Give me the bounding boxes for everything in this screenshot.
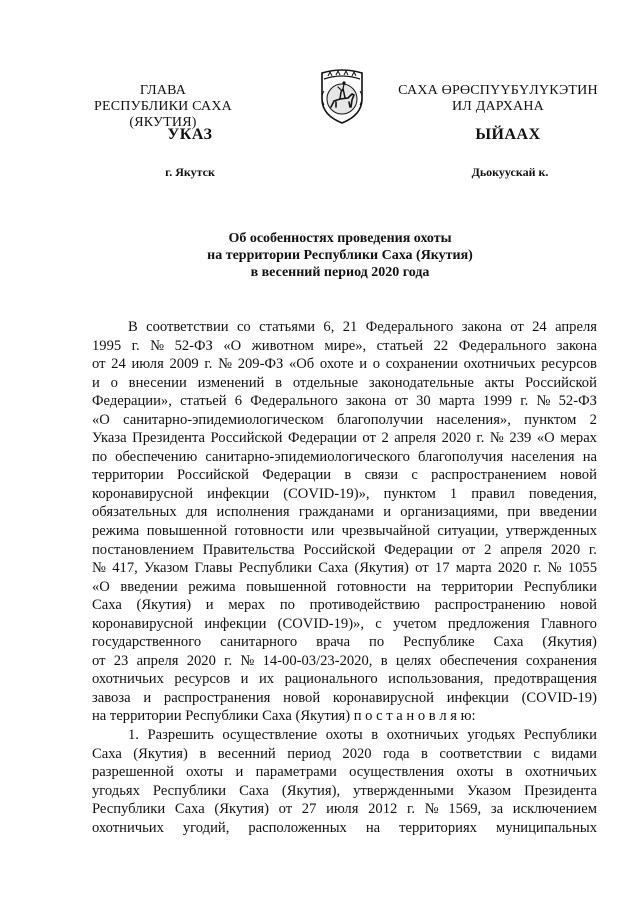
title-line: на территории Республики Саха (Якутия) bbox=[207, 248, 473, 263]
header-left-line-1: ГЛАВА bbox=[139, 83, 187, 98]
decree-body bbox=[92, 318, 597, 837]
body-line: «О санитарно-эпидемиологическом благополучии населения», пунктом 2 bbox=[92, 411, 597, 428]
body-line: 1. Разрешить осуществление охоты в охотничьих угодьях Республики bbox=[128, 727, 597, 744]
doc-type-yakut: ЫЙААХ bbox=[475, 126, 541, 143]
body-line: Федерации», статьей 6 Федерального закона от 30 марта 1999 г. № 52-ФЗ bbox=[92, 393, 597, 410]
body-line: угодьях Республики Саха (Якутия), утвержденными Указом Президента bbox=[92, 782, 597, 799]
body-line: Саха (Якутия) и мерах по противодействию распространению новой bbox=[92, 597, 597, 614]
body-line: Саха (Якутия) в весенний период 2020 года в соответствии с видами bbox=[92, 745, 597, 762]
doc-type-russian: УКАЗ bbox=[167, 126, 213, 143]
body-line: «О введении режима повышенной готовности на территории Республики bbox=[92, 578, 597, 595]
body-line: Указа Президента Российской Федерации от 2 апреля 2020 г. № 239 «О мерах bbox=[92, 430, 597, 447]
body-line: от 23 апреля 2020 г. № 14-00-03/23-2020, в целях обеспечения сохранения bbox=[92, 652, 597, 669]
decree-title bbox=[160, 230, 520, 281]
body-line: охотничьих ресурсов и их рационального использования, предотвращения bbox=[92, 671, 597, 688]
body-line: режима повышенной готовности или чрезвычайной ситуации, утвержденных bbox=[92, 523, 597, 540]
header-left bbox=[78, 83, 248, 131]
header-right-line-1: САХА ӨРӨСПҮҮБҮЛҮКЭТИН bbox=[398, 83, 598, 98]
body-line: государственного санитарного врача по Республике Саха (Якутия) bbox=[92, 634, 597, 651]
body-line: и о внесении изменений в отдельные законодательные акты Российской bbox=[92, 374, 597, 391]
header-right-line-2: ИЛ ДАРХАНА bbox=[451, 99, 544, 114]
body-line: охотничьих угодий, расположенных на территориях муниципальных bbox=[92, 819, 597, 836]
body-line: обязательных для исполнения гражданами и организациями, при введении bbox=[92, 504, 597, 521]
body-line: Республики Саха (Якутия) от 27 июля 2012 г. № 1569, за исключением bbox=[92, 801, 597, 818]
header-right bbox=[392, 83, 604, 115]
body-line: разрешенной охоты и параметрами осуществления охоты в охотничьих bbox=[92, 764, 597, 781]
body-line: коронавирусной инфекции (COVID-19)», с учетом предложения Главного bbox=[92, 615, 597, 632]
body-line: В соответствии со статьями 6, 21 Федерального закона от 24 апреля bbox=[128, 319, 597, 335]
body-line: постановлением Правительства Российской Федерации от 2 апреля 2020 г. bbox=[92, 541, 597, 558]
body-line: коронавирусной инфекции (COVID-19)», пунктом 1 правил поведения, bbox=[92, 485, 597, 502]
coat-of-arms-sakha-icon bbox=[314, 67, 370, 125]
body-line: по обеспечению санитарно-эпидемиологического благополучия населения на bbox=[92, 448, 597, 465]
city-yakut: Дьокуускай к. bbox=[471, 165, 549, 179]
header-left-line-2: РЕСПУБЛИКИ САХА (ЯКУТИЯ) bbox=[94, 99, 232, 130]
body-line: от 24 июля 2009 г. № 209-ФЗ «Об охоте и о сохранении охотничьих ресурсов bbox=[92, 356, 597, 373]
title-line: в весенний период 2020 года bbox=[250, 265, 430, 280]
city-russian: г. Якутск bbox=[165, 165, 215, 179]
body-line: № 417, Указом Главы Республики Саха (Якутия) от 17 марта 2020 г. № 1055 bbox=[92, 560, 597, 577]
body-line: территории Российской Федерации в связи с распространением новой bbox=[92, 467, 597, 484]
body-line: 1995 г. № 52-ФЗ «О животном мире», статьей 22 Федерального закона bbox=[92, 337, 597, 354]
title-line: Об особенностях проведения охоты bbox=[228, 231, 452, 246]
body-line: завоза и распространения новой коронавирусной инфекции (COVID-19) bbox=[92, 689, 597, 706]
body-line: на территории Республики Саха (Якутия) п о с т а н о в л я ю: bbox=[92, 708, 476, 725]
